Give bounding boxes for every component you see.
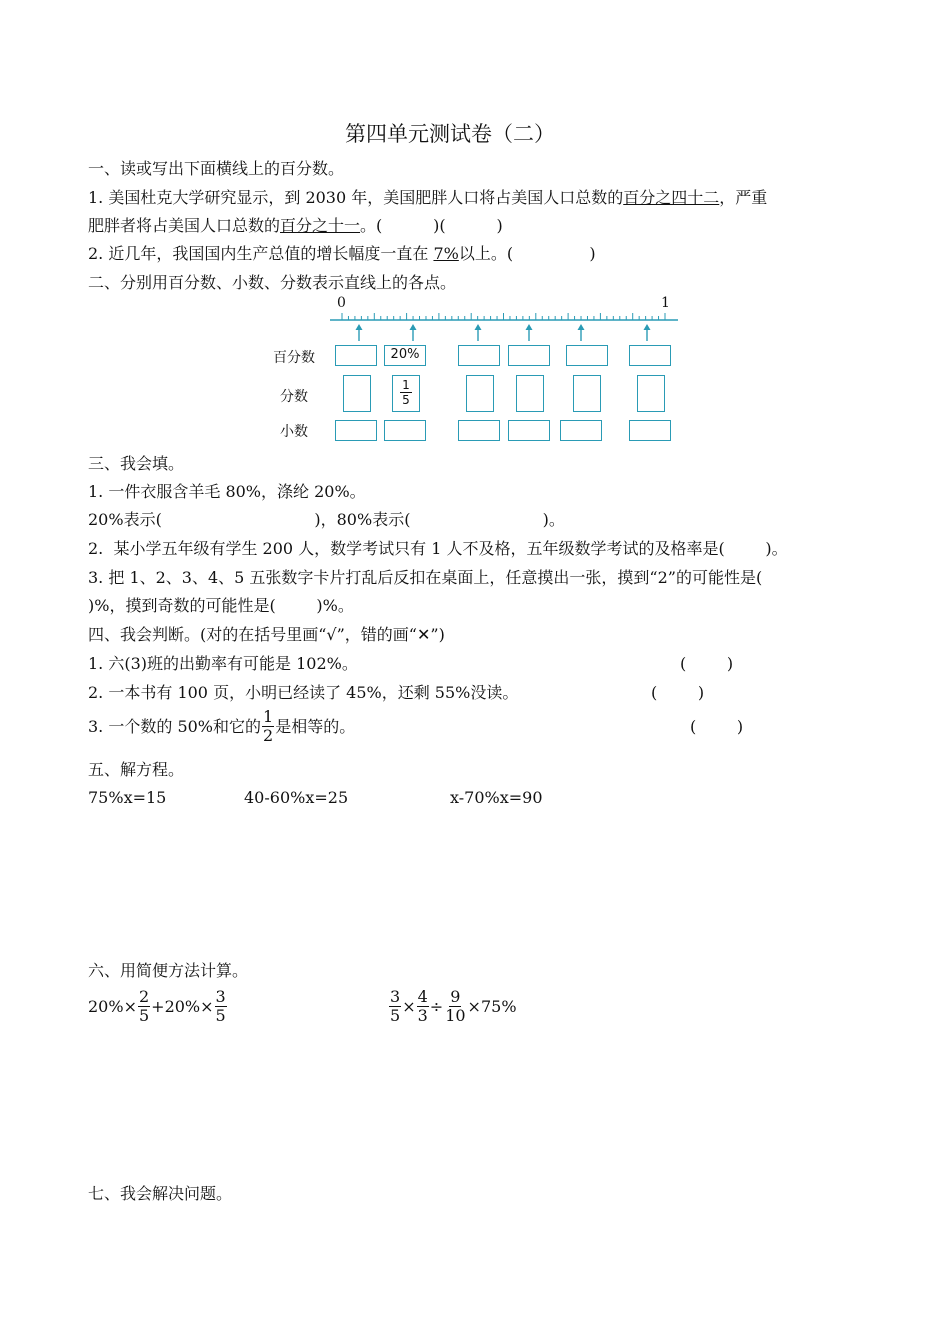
point-arrow-head — [526, 324, 533, 330]
fraction-denominator: 5 — [390, 1006, 401, 1025]
fraction-denominator: 5 — [138, 1006, 150, 1025]
fraction-numerator: 2 — [138, 987, 150, 1006]
fraction — [417, 988, 429, 1025]
question-1-1-line2 — [88, 215, 503, 237]
question-3-3-line1[interactable]: 3. 把 1、2、3、4、5 五张数字卡片打乱后反扣在桌面上，任意摸出一张，摸到“2”的可能性是( — [88, 568, 763, 587]
decimal-box[interactable] — [629, 420, 671, 441]
equation-2: 40-60%x=25 — [244, 788, 349, 807]
question-4-3 — [88, 708, 355, 745]
percent-box[interactable] — [335, 345, 377, 366]
fraction-numerator: 9 — [450, 987, 461, 1006]
calc-text: ÷ — [429, 996, 444, 1016]
point-arrow-head — [410, 324, 417, 330]
q-text: 2. 近几年，我国国内生产总值的增长幅度一直在 — [88, 244, 434, 263]
fraction — [262, 708, 274, 745]
decimal-box[interactable] — [508, 420, 550, 441]
fraction-box[interactable] — [516, 375, 544, 412]
fraction — [215, 988, 227, 1025]
point-arrow-head — [578, 324, 585, 330]
section-7-heading: 七、我会解决问题。 — [88, 1184, 233, 1203]
row-label-percent: 百分数 — [273, 350, 315, 366]
ruler-label-1: 1 — [661, 295, 670, 311]
fraction-numerator: 3 — [215, 987, 226, 1006]
question-3-3-line2[interactable]: )%，摸到奇数的可能性是( )%。 — [88, 596, 354, 615]
equation-1: 75%x=15 — [88, 788, 167, 807]
question-1-1-line1 — [88, 187, 767, 209]
fraction-example — [392, 378, 420, 407]
fraction-numerator: 4 — [417, 987, 428, 1006]
fraction — [389, 988, 401, 1025]
question-3-2[interactable]: 2. 某小学五年级有学生 200 人，数学考试只有 1 人不及格，五年级数学考试的及格率是( )。 — [88, 539, 788, 558]
calc-text: × — [402, 996, 416, 1016]
underlined-term: 7% — [433, 244, 459, 263]
decimal-box[interactable] — [458, 420, 500, 441]
underlined-term: 百分之四十二 — [623, 188, 720, 207]
decimal-box[interactable] — [560, 420, 602, 441]
question-4-2: 2. 一本书有 100 页，小明已经读了 45%，还剩 55%没读。 — [88, 683, 519, 702]
percent-box[interactable] — [508, 345, 550, 366]
number-line — [330, 308, 680, 344]
q-text: ，严重 — [719, 188, 768, 207]
point-arrow-head — [356, 324, 363, 330]
question-3-1-fill[interactable]: 20%表示( )，80%表示( )。 — [88, 510, 565, 529]
fraction-box[interactable] — [637, 375, 665, 412]
calc-text: +20%× — [151, 996, 214, 1016]
point-arrow-head — [475, 324, 482, 330]
answer-parens[interactable]: 以上。( ) — [458, 244, 596, 263]
q-text: 肥胖者将占美国人口总数的 — [88, 216, 281, 235]
row-label-decimal: 小数 — [280, 424, 308, 440]
judge-parens[interactable]: ( ) — [680, 654, 734, 673]
percent-box[interactable] — [629, 345, 671, 366]
fraction-numerator: 3 — [390, 987, 401, 1006]
fraction — [444, 988, 466, 1025]
answer-parens[interactable]: 。( )( ) — [360, 216, 503, 235]
fraction-numerator: 1 — [402, 378, 410, 392]
section-3-heading: 三、我会填。 — [88, 454, 185, 473]
fraction-denominator: 2 — [263, 726, 274, 745]
page-title: 第四单元测试卷（二） — [345, 122, 555, 146]
percent-example-text: 20% — [390, 347, 420, 362]
fraction-denominator: 5 — [402, 393, 410, 407]
fraction-denominator: 5 — [215, 1006, 226, 1025]
point-arrow-head — [644, 324, 651, 330]
fraction-box[interactable] — [343, 375, 371, 412]
section-1-heading: 一、读或写出下面横线上的百分数。 — [88, 159, 345, 178]
section-5-heading: 五、解方程。 — [88, 760, 185, 779]
underlined-term: 百分之十一 — [280, 216, 361, 235]
question-1-2 — [88, 243, 596, 265]
decimal-box[interactable] — [335, 420, 377, 441]
section-4-heading: 四、我会判断。(对的在括号里画“√”，错的画“✕”) — [88, 625, 445, 644]
fraction — [138, 988, 150, 1025]
calc-2 — [388, 988, 517, 1025]
row-label-fraction: 分数 — [280, 389, 308, 405]
equation-3: x-70%x=90 — [450, 788, 543, 807]
section-6-heading: 六、用简便方法计算。 — [88, 961, 249, 980]
fraction-box[interactable] — [573, 375, 601, 412]
q-text: 是相等的。 — [275, 716, 356, 736]
fraction-denominator: 10 — [445, 1006, 466, 1025]
fraction-numerator: 1 — [263, 707, 274, 726]
percent-box[interactable] — [458, 345, 500, 366]
question-4-1: 1. 六(3)班的出勤率有可能是 102%。 — [88, 654, 358, 673]
q-text: 1. 美国杜克大学研究显示，到 2030 年，美国肥胖人口将占美国人口总数的 — [88, 188, 624, 207]
decimal-box[interactable] — [384, 420, 426, 441]
ruler-label-0: 0 — [337, 295, 346, 311]
calc-text: 20%× — [88, 996, 137, 1016]
percent-box[interactable] — [566, 345, 608, 366]
section-2-heading: 二、分别用百分数、小数、分数表示直线上的各点。 — [88, 273, 457, 292]
judge-parens[interactable]: ( ) — [690, 717, 744, 736]
question-3-1: 1. 一件衣服含羊毛 80%，涤纶 20%。 — [88, 482, 366, 501]
q-text: 3. 一个数的 50%和它的 — [88, 716, 262, 736]
fraction-denominator: 3 — [417, 1006, 428, 1025]
judge-parens[interactable]: ( ) — [651, 683, 705, 702]
fraction-box[interactable] — [466, 375, 494, 412]
calc-1 — [88, 988, 228, 1025]
calc-text: ×75% — [467, 996, 517, 1016]
